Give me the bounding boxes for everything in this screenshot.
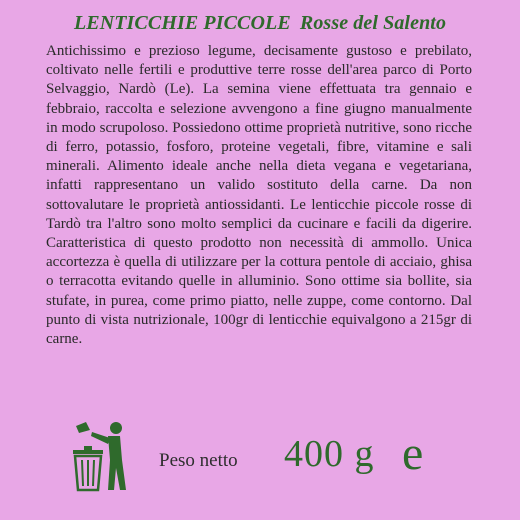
label-footer — [0, 418, 520, 498]
product-subtitle: Rosse del Salento — [299, 12, 447, 34]
net-weight-value: 400 g — [284, 433, 375, 475]
estimated-sign: e — [402, 427, 424, 480]
tidyman-bin-icon — [70, 418, 130, 492]
net-weight-label: Peso netto — [159, 450, 238, 471]
product-description: Antichissimo e prezioso legume, decisamente gustoso e prebilato, coltivato nelle fertili e produttive terre rosse dell'area parco di Porto Selvaggio, Nardò (Le). La semina viene effettuata tra gennaio e febbraio, raccolta e selezione avvengono a fine giugno manualmente in modo scrupoloso. Possiedono ottime proprietà nutritive, sono ricche di ferro, potassio, fosforo, proteine vegetali, fibre, vitamine e sali minerali. Alimento ideale anche nella dieta vegana e vegetariana, infatti rappresentano un valido sostituto della carne. Da non sottovalutare le proprietà antiossidanti. Le lenticchie piccole rosse di Tardò tra l'altro sono molto semplici da cucinare e facili da digerire. Caratteristica di questo prodotto non necessità di ammollo. Unica accortezza è quella di utilizzare per la cottura pentole di acciaio, ghisa o terracotta evitando quelle in alluminio. Sono ottime sia bollite, sia stufate, in purea, come primo piatto, nelle zuppe, come contorno. Dal punto di vista nutrizionale, 100gr di lenticchie equivalgono a 215gr di carne. — [46, 43, 472, 348]
product-name: LENTICCHIE PICCOLE — [73, 12, 291, 34]
product-title — [0, 12, 520, 35]
